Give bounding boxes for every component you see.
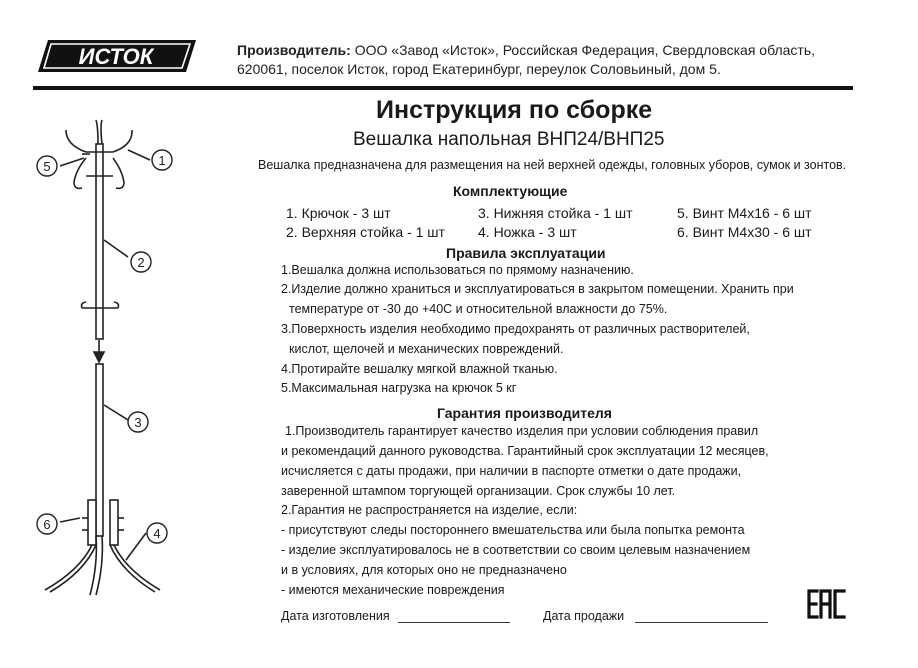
warranty-line: и рекомендаций данного руководства. Гарантийный срок эксплуатации 12 месяцев, [281, 444, 769, 458]
assembly-diagram [30, 100, 230, 660]
logo-text: ИСТОК [78, 44, 154, 69]
warranty-line: - имеются механические повреждения [281, 583, 505, 597]
manufacture-date-label: Дата изготовления [281, 609, 390, 623]
callout-3: 3 [134, 415, 142, 430]
component-item: 1. Крючок - 3 шт [286, 205, 391, 221]
component-item: 4. Ножка - 3 шт [478, 224, 577, 240]
component-item: 6. Винт М4х30 - 6 шт [677, 224, 812, 240]
sale-date-label: Дата продажи [543, 609, 625, 623]
purpose-text: Вешалка предназначена для размещения на ней верхней одежды, головных уборов, сумок и зонтов. [258, 158, 847, 172]
producer-label: Производитель: [237, 42, 351, 58]
warranty-line: - присутствуют следы постороннего вмешательства или была попытка ремонта [281, 523, 745, 537]
component-item: 5. Винт М4х16 - 6 шт [677, 205, 812, 221]
sale-date-line [635, 622, 768, 623]
warranty-line: и в условиях, для которых оно не предназначено [281, 563, 567, 577]
warranty-line: заверенной штампом торгующей организации. Срок службы 10 лет. [281, 484, 676, 498]
component-item: 3. Нижняя стойка - 1 шт [478, 205, 633, 221]
page-subtitle: Вешалка напольная ВНП24/ВНП25 [353, 129, 665, 150]
rule-line: 5.Максимальная нагрузка на крючок 5 кг [281, 381, 517, 395]
manufacture-date-line [398, 622, 510, 623]
callout-1: 1 [158, 153, 166, 168]
rule-line: кислот, щелочей и механических повреждений. [289, 342, 564, 356]
rule-line: 3.Поверхность изделия необходимо предохранять от различных растворителей, [281, 322, 750, 336]
callout-4: 4 [153, 526, 161, 541]
istok-logo [36, 38, 198, 74]
warranty-line: 2.Гарантия не распространяется на изделие, если: [281, 503, 578, 517]
component-item: 2. Верхняя стойка - 1 шт [286, 224, 445, 240]
header-divider [33, 86, 853, 90]
producer-line2: 620061, поселок Исток, город Екатеринбург, переулок Соловьиный, дом 5. [237, 61, 721, 77]
rule-line: 4.Протирайте вешалку мягкой влажной тканью. [281, 362, 558, 376]
rule-line: 2.Изделие должно храниться и эксплуатироваться в закрытом помещении. Хранить при [281, 282, 794, 296]
producer-line1: ООО «Завод «Исток», Российская Федерация, Свердловская область, [354, 42, 816, 58]
warranty-line: 1.Производитель гарантирует качество изделия при условии соблюдения правил [285, 424, 759, 438]
warranty-line: исчисляется с даты продажи, при наличии в паспорте отметки о дате продажи, [281, 464, 742, 478]
components-heading: Комплектующие [453, 183, 568, 199]
callout-5: 5 [43, 159, 51, 174]
callout-6: 6 [43, 517, 51, 532]
rules-heading: Правила эксплуатации [446, 245, 606, 261]
rule-line: температуре от -30 до +40С и относительной влажности до 75%. [289, 302, 668, 316]
producer-info [237, 41, 877, 79]
warranty-line: - изделие эксплуатировалось не в соответствии со своим целевым назначением [281, 543, 751, 557]
warranty-heading: Гарантия производителя [437, 405, 612, 421]
callout-2: 2 [137, 255, 145, 270]
page-title: Инструкция по сборке [376, 96, 653, 124]
eac-mark [806, 588, 848, 620]
rule-line: 1.Вешалка должна использоваться по прямому назначению. [281, 263, 634, 277]
